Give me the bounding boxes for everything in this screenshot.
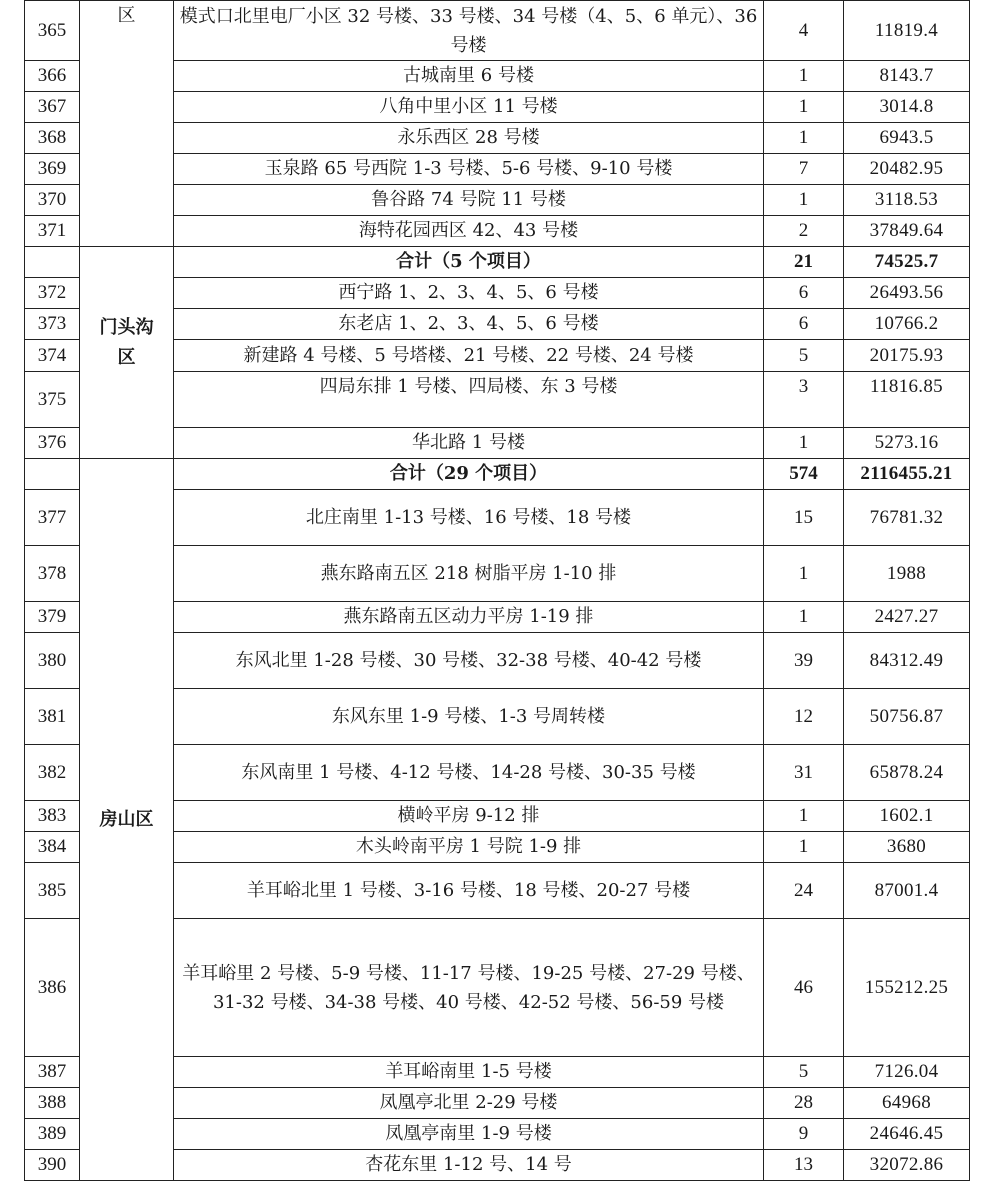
location-cell: 四局东排 1 号楼、四局楼、东 3 号楼	[174, 372, 764, 428]
row-number: 375	[25, 372, 80, 428]
row-number: 368	[25, 123, 80, 154]
building-count: 1	[764, 92, 844, 123]
floor-area: 3118.53	[844, 185, 970, 216]
location-cell: 凤凰亭北里 2-29 号楼	[174, 1088, 764, 1119]
row-number: 376	[25, 428, 80, 459]
building-count: 15	[764, 490, 844, 546]
location-cell: 横岭平房 9-12 排	[174, 801, 764, 832]
floor-area: 84312.49	[844, 633, 970, 689]
building-count: 13	[764, 1150, 844, 1181]
location-cell: 西宁路 1、2、3、4、5、6 号楼	[174, 278, 764, 309]
building-count: 1	[764, 546, 844, 602]
location-cell: 羊耳峪里 2 号楼、5-9 号楼、11-17 号楼、19-25 号楼、27-29 号楼、31-32 号楼、34-38 号楼、40 号楼、42-52 号楼、56-59 号楼	[174, 919, 764, 1057]
location-cell: 北庄南里 1-13 号楼、16 号楼、18 号楼	[174, 490, 764, 546]
row-number: 380	[25, 633, 80, 689]
floor-area: 8143.7	[844, 61, 970, 92]
row-number: 385	[25, 863, 80, 919]
location-cell: 羊耳峪北里 1 号楼、3-16 号楼、18 号楼、20-27 号楼	[174, 863, 764, 919]
location-cell: 羊耳峪南里 1-5 号楼	[174, 1057, 764, 1088]
building-count: 1	[764, 832, 844, 863]
floor-area: 76781.32	[844, 490, 970, 546]
location-cell: 古城南里 6 号楼	[174, 61, 764, 92]
district-cell	[80, 247, 174, 459]
housing-table	[24, 0, 970, 1181]
row-number: 384	[25, 832, 80, 863]
row-number: 371	[25, 216, 80, 247]
building-count: 31	[764, 745, 844, 801]
location-cell: 鲁谷路 74 号院 11 号楼	[174, 185, 764, 216]
row-number: 370	[25, 185, 80, 216]
building-count: 3	[764, 372, 844, 428]
floor-area: 20482.95	[844, 154, 970, 185]
location-cell: 凤凰亭南里 1-9 号楼	[174, 1119, 764, 1150]
row-number	[25, 247, 80, 278]
building-count: 5	[764, 1057, 844, 1088]
floor-area: 3680	[844, 832, 970, 863]
row-number: 365	[25, 1, 80, 61]
row-number	[25, 459, 80, 490]
row-number: 382	[25, 745, 80, 801]
building-count: 1	[764, 61, 844, 92]
floor-area: 74525.7	[844, 247, 970, 278]
building-count: 5	[764, 340, 844, 372]
location-cell: 东风东里 1-9 号楼、1-3 号周转楼	[174, 689, 764, 745]
building-count: 39	[764, 633, 844, 689]
location-cell: 八角中里小区 11 号楼	[174, 92, 764, 123]
subtotal-label: 合计（5 个项目）	[174, 247, 764, 278]
row-number: 389	[25, 1119, 80, 1150]
row-number: 366	[25, 61, 80, 92]
building-count: 574	[764, 459, 844, 490]
location-cell: 杏花东里 1-12 号、14 号	[174, 1150, 764, 1181]
subtotal-row	[25, 247, 970, 278]
district-cell	[80, 1, 174, 247]
location-cell: 东风北里 1-28 号楼、30 号楼、32-38 号楼、40-42 号楼	[174, 633, 764, 689]
building-count: 6	[764, 309, 844, 340]
building-count: 4	[764, 1, 844, 61]
floor-area: 64968	[844, 1088, 970, 1119]
floor-area: 3014.8	[844, 92, 970, 123]
building-count: 1	[764, 428, 844, 459]
location-cell: 模式口北里电厂小区 32 号楼、33 号楼、34 号楼（4、5、6 单元）、36 号楼	[174, 1, 764, 61]
floor-area: 6943.5	[844, 123, 970, 154]
location-cell: 玉泉路 65 号西院 1-3 号楼、5-6 号楼、9-10 号楼	[174, 154, 764, 185]
location-cell: 木头岭南平房 1 号院 1-9 排	[174, 832, 764, 863]
row-number: 374	[25, 340, 80, 372]
building-count: 2	[764, 216, 844, 247]
floor-area: 87001.4	[844, 863, 970, 919]
district-name: 区	[117, 5, 136, 26]
row-number: 383	[25, 801, 80, 832]
floor-area: 1988	[844, 546, 970, 602]
row-number: 381	[25, 689, 80, 745]
building-count: 9	[764, 1119, 844, 1150]
building-count: 7	[764, 154, 844, 185]
building-count: 1	[764, 801, 844, 832]
building-count: 21	[764, 247, 844, 278]
floor-area: 26493.56	[844, 278, 970, 309]
table-row	[25, 1, 970, 61]
floor-area: 1602.1	[844, 801, 970, 832]
floor-area: 11816.85	[844, 372, 970, 428]
floor-area: 155212.25	[844, 919, 970, 1057]
floor-area: 2116455.21	[844, 459, 970, 490]
location-cell: 海特花园西区 42、43 号楼	[174, 216, 764, 247]
building-count: 12	[764, 689, 844, 745]
floor-area: 65878.24	[844, 745, 970, 801]
floor-area: 7126.04	[844, 1057, 970, 1088]
location-cell: 永乐西区 28 号楼	[174, 123, 764, 154]
location-cell: 新建路 4 号楼、5 号塔楼、21 号楼、22 号楼、24 号楼	[174, 340, 764, 372]
row-number: 387	[25, 1057, 80, 1088]
building-count: 1	[764, 185, 844, 216]
building-count: 1	[764, 602, 844, 633]
district-cell	[80, 459, 174, 1181]
row-number: 390	[25, 1150, 80, 1181]
subtotal-row	[25, 459, 970, 490]
building-count: 28	[764, 1088, 844, 1119]
building-count: 46	[764, 919, 844, 1057]
row-number: 373	[25, 309, 80, 340]
floor-area: 50756.87	[844, 689, 970, 745]
district-name: 区	[117, 347, 136, 368]
row-number: 367	[25, 92, 80, 123]
floor-area: 37849.64	[844, 216, 970, 247]
floor-area: 32072.86	[844, 1150, 970, 1181]
district-name: 门头沟	[99, 317, 154, 338]
floor-area: 11819.4	[844, 1, 970, 61]
floor-area: 24646.45	[844, 1119, 970, 1150]
row-number: 378	[25, 546, 80, 602]
row-number: 386	[25, 919, 80, 1057]
row-number: 377	[25, 490, 80, 546]
row-number: 379	[25, 602, 80, 633]
district-name: 房山区	[99, 808, 154, 830]
building-count: 6	[764, 278, 844, 309]
floor-area: 5273.16	[844, 428, 970, 459]
floor-area: 20175.93	[844, 340, 970, 372]
building-count: 1	[764, 123, 844, 154]
location-cell: 燕东路南五区动力平房 1-19 排	[174, 602, 764, 633]
floor-area: 2427.27	[844, 602, 970, 633]
building-count: 24	[764, 863, 844, 919]
row-number: 369	[25, 154, 80, 185]
floor-area: 10766.2	[844, 309, 970, 340]
location-cell: 东风南里 1 号楼、4-12 号楼、14-28 号楼、30-35 号楼	[174, 745, 764, 801]
location-cell: 华北路 1 号楼	[174, 428, 764, 459]
row-number: 388	[25, 1088, 80, 1119]
row-number: 372	[25, 278, 80, 309]
location-cell: 燕东路南五区 218 树脂平房 1-10 排	[174, 546, 764, 602]
location-cell: 东老店 1、2、3、4、5、6 号楼	[174, 309, 764, 340]
subtotal-label: 合计（29 个项目）	[174, 459, 764, 490]
